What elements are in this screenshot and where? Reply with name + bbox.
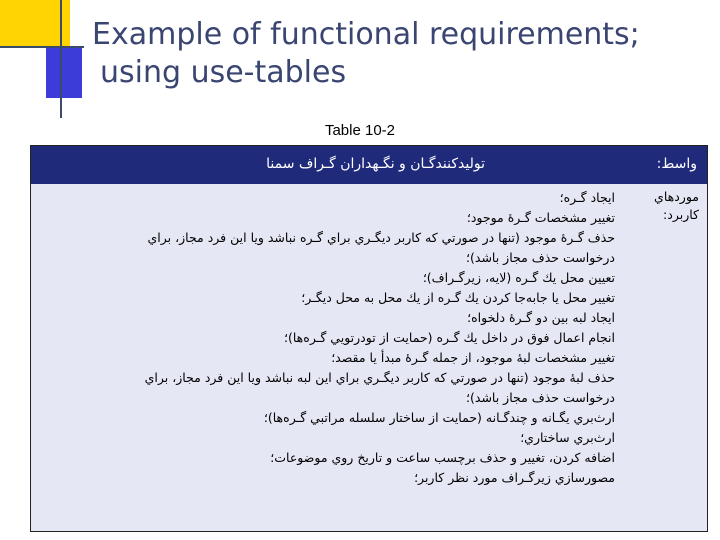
decorative-horizontal-line (0, 46, 84, 48)
table-header-row (31, 146, 707, 184)
use-case-line: ارث‌بري ساختاري؛ (520, 430, 615, 445)
table-body-row (31, 184, 707, 531)
use-case-line: تغيير مشخصات لبهٔ موجود، از جمله گـرهٔ مبدأ يا مقصد؛ (331, 350, 615, 365)
use-case-line: درخواست حذف مجاز باشد)؛ (466, 250, 615, 265)
slide-title-line-1: Example of functional requirements; (92, 17, 640, 52)
slide-title-line-2: using use-tables (100, 55, 347, 90)
use-case-line: حذف گـرهٔ موجود (تنها در صورتي كه كاربر ديگـري براي گـره نباشد ويا اين فرد مجاز، براي (147, 230, 615, 245)
use-case-line: تعيين محل يك گـره (لايه، زيرگـراف)؛ (422, 270, 615, 285)
use-table (30, 145, 708, 532)
use-case-line: درخواست حذف مجاز باشد)؛ (466, 390, 615, 405)
use-case-line: انجام اعمال فوق در داخل يك گـره (حمايت از تودرتويي گـره‌ها)؛ (284, 330, 615, 345)
header-label: واسط: (656, 156, 697, 172)
table-caption: Table 10-2 (324, 122, 396, 139)
slide-title (92, 16, 712, 92)
use-case-list (35, 188, 615, 488)
decorative-vertical-line (60, 0, 62, 118)
use-case-line: ايجاد گـره؛ (559, 190, 615, 205)
row-label: موردهاي كاربرد: (654, 189, 699, 222)
use-case-line: مصورسازي زيرگـراف مورد نظر كاربر؛ (414, 470, 615, 485)
decorative-blue-square (46, 46, 82, 98)
use-case-line: ارث‌بري يگـانه و چندگـانه (حمايت از ساختار سلسله مراتبي گـره‌ها)؛ (263, 410, 615, 425)
use-case-line: تغيير مشخصات گـرهٔ موجود؛ (466, 210, 615, 225)
use-case-line: ايجاد لبه بين دو گـرهٔ دلخواه؛ (467, 310, 615, 325)
use-case-line: حذف لبهٔ موجود (تنها در صورتي كه كاربر ديگـري براي اين لبه نباشد ويا اين فرد مجاز، براي (144, 370, 615, 385)
use-case-line: تغيير محل يا جابه‌جا كردن يك گـره از يك محل به محل ديگـر؛ (301, 290, 615, 305)
use-case-line: اضافه كردن، تغيير و حذف برچسب ساعت و تاريخ روي موضوعات؛ (270, 450, 615, 465)
header-value: توليدكنندگـان و نگـهداران گـراف سمنا (266, 156, 485, 172)
